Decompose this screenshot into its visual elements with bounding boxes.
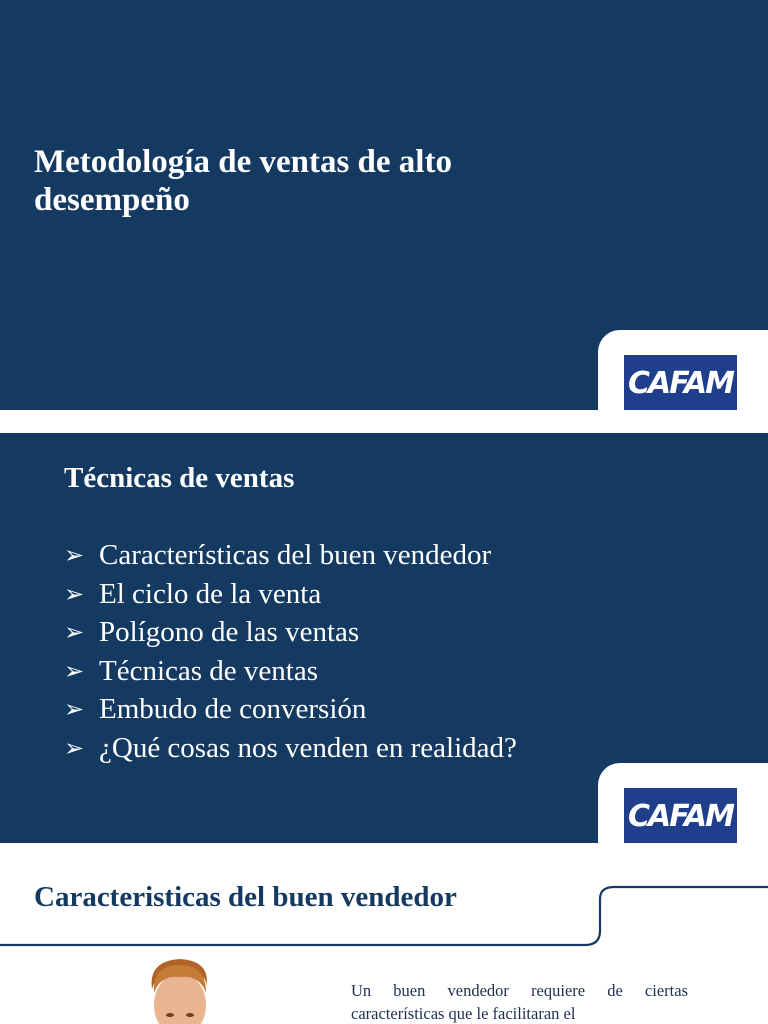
arrowhead-bullet-icon: ➢ [64, 541, 85, 569]
list-item-label: Técnicas de ventas [99, 654, 319, 687]
list-item [64, 536, 517, 575]
arrowhead-bullet-icon: ➢ [64, 618, 85, 646]
arrowhead-bullet-icon: ➢ [64, 656, 85, 685]
list-item [64, 690, 517, 729]
list-item-label: ¿Qué cosas nos venden en realidad? [99, 731, 517, 764]
arrowhead-bullet-icon: ➢ [64, 733, 85, 762]
agenda-list [64, 536, 517, 767]
cafam-logo-text: CAFAM [628, 798, 733, 834]
content-heading: Caracteristicas del buen vendedor [34, 881, 457, 913]
list-item [64, 652, 517, 691]
slide-agenda [0, 433, 768, 843]
list-item [64, 613, 517, 652]
cafam-logo [624, 355, 737, 410]
list-item-label: Embudo de conversión [99, 693, 367, 725]
body-paragraph: Un buen vendedor requiere de ciertas características que le facilitaran el [351, 981, 688, 1023]
cafam-logo-text: CAFAM [628, 365, 733, 401]
slide-content [0, 843, 768, 1024]
list-item [64, 575, 517, 614]
salesman-photo [140, 953, 220, 1024]
arrowhead-bullet-icon: ➢ [64, 695, 85, 723]
list-item-label: Polígono de las ventas [99, 616, 360, 648]
list-item-label: Características del buen vendedor [99, 539, 492, 571]
list-item [64, 729, 517, 768]
agenda-heading: Técnicas de ventas [64, 462, 295, 494]
slide-title-heading: Metodología de ventas de alto desempeño [34, 144, 452, 218]
list-item-label: El ciclo de la venta [99, 577, 322, 610]
divider-curve [0, 883, 768, 953]
slide-title [0, 0, 768, 410]
cafam-logo [624, 788, 737, 843]
arrowhead-bullet-icon: ➢ [64, 579, 85, 608]
